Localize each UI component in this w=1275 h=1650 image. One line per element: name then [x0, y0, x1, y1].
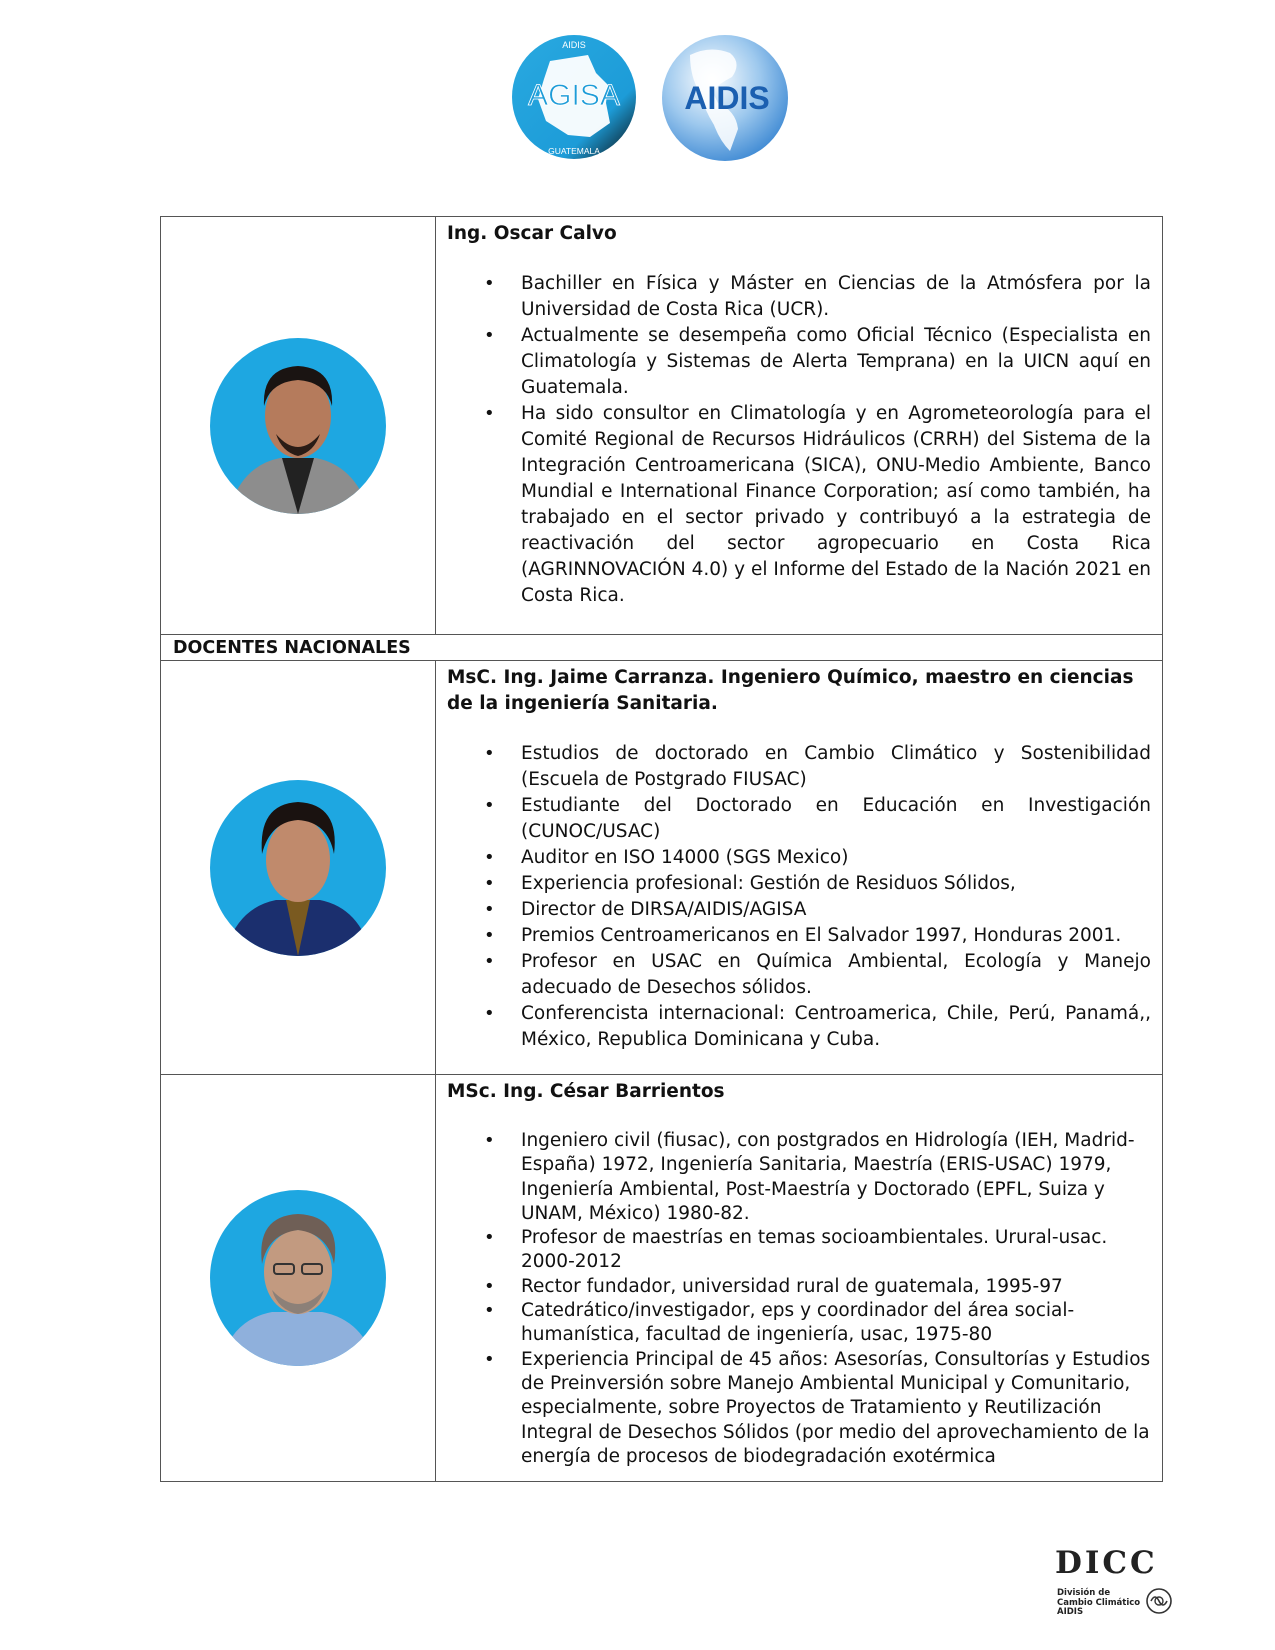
- photo-cell: [161, 217, 436, 635]
- list-item: • Catedrático/investigador, eps y coordinador del área social-humanística, facultad de ingeniería, usac, 1975-80: [521, 1299, 1151, 1348]
- bullet-list: [447, 1129, 1151, 1469]
- profile-row: [161, 661, 1163, 1075]
- aidis-logo: [660, 33, 790, 163]
- list-item: • Rector fundador, universidad rural de guatemala, 1995-97: [521, 1275, 1151, 1299]
- photo-cell: [161, 661, 436, 1075]
- svg-text:AGISA: AGISA: [528, 79, 620, 112]
- list-item: • Bachiller en Física y Máster en Ciencias de la Atmósfera por la Universidad de Costa Rica (UCR).: [521, 271, 1151, 323]
- list-item: • Conferencista internacional: Centroamerica, Chile, Perú, Panamá,, México, Republica Dominicana y Cuba.: [521, 1001, 1151, 1053]
- list-item: • Profesor en USAC en Química Ambiental, Ecología y Manejo adecuado de Desechos sólidos.: [521, 949, 1151, 1001]
- list-item: • Estudios de doctorado en Cambio Climático y Sostenibilidad (Escuela de Postgrado FIUSAC): [521, 741, 1151, 793]
- list-item: • Experiencia profesional: Gestión de Residuos Sólidos,: [521, 871, 1151, 897]
- list-item: • Auditor en ISO 14000 (SGS Mexico): [521, 845, 1151, 871]
- dicc-subtitle: División de Cambio Climático AIDIS: [1057, 1588, 1141, 1617]
- bullet-list: [447, 271, 1151, 609]
- bullet-list: [447, 741, 1151, 1053]
- photo-cell: [161, 1075, 436, 1482]
- profile-photo-barrientos: [210, 1190, 386, 1366]
- svg-text:AIDIS: AIDIS: [684, 80, 770, 116]
- section-header-row: [161, 635, 1163, 661]
- profile-text-cell: [436, 661, 1163, 1075]
- section-title: DOCENTES NACIONALES: [161, 635, 1163, 661]
- profile-text-cell: [436, 217, 1163, 635]
- list-item: • Estudiante del Doctorado en Educación en Investigación (CUNOC/USAC): [521, 793, 1151, 845]
- profile-name: MsC. Ing. Jaime Carranza. Ingeniero Químico, maestro en ciencias de la ingeniería Sanitaria.: [447, 667, 1134, 714]
- profile-row: [161, 1075, 1163, 1482]
- profile-name: MSc. Ing. César Barrientos: [447, 1081, 725, 1102]
- profile-name: Ing. Oscar Calvo: [447, 223, 617, 244]
- list-item: • Actualmente se desempeña como Oficial Técnico (Especialista en Climatología y Sistemas de Alerta Temprana) en la UICN aquí en Guatemala.: [521, 323, 1151, 401]
- dicc-emblem-icon: [1145, 1587, 1173, 1615]
- dicc-logo: [1055, 1545, 1175, 1617]
- profile-text-cell: [436, 1075, 1163, 1482]
- profile-row: [161, 217, 1163, 635]
- profiles-table: [160, 216, 1163, 1482]
- list-item: • Director de DIRSA/AIDIS/AGISA: [521, 897, 1151, 923]
- list-item: • Ha sido consultor en Climatología y en Agrometeorología para el Comité Regional de Recursos Hidráulicos (CRRH) del Sistema de la Integración Centroamericana (SICA), ONU-Medio Ambiente, Banco Mundial e International Finance Corporation; así como también, ha trabajado en el sector privado y contribuyó a la estrategia de reactivación del sector agropecuario en Costa Rica (AGRINNOVACIÓN 4.0) y el Informe del Estado de la Nación 2021 en Costa Rica.: [521, 401, 1151, 609]
- list-item: • Ingeniero civil (fiusac), con postgrados en Hidrología (IEH, Madrid-España) 1972, Ingeniería Sanitaria, Maestría (ERIS-USAC) 1979, Ingeniería Ambiental, Post-Maestría y Doctorado (EPFL, Suiza y UNAM, México) 1980-82.: [521, 1129, 1151, 1226]
- list-item: • Profesor de maestrías en temas socioambientales. Urural-usac. 2000-2012: [521, 1226, 1151, 1275]
- list-item: • Premios Centroamericanos en El Salvador 1997, Honduras 2001.: [521, 923, 1151, 949]
- header-logos: [0, 33, 1275, 163]
- svg-text:AIDIS: AIDIS: [562, 40, 586, 50]
- dicc-title: DICC: [1055, 1545, 1158, 1581]
- profile-photo-calvo: [210, 338, 386, 514]
- list-item: • Experiencia Principal de 45 años: Asesorías, Consultorías y Estudios de Preinversión sobre Manejo Ambiental Municipal y Comunitario, especialmente, sobre Proyectos de Tratamiento y Reutilización Integral de Desechos Sólidos (por medio del aprovechamiento de la energía de procesos de biodegradación exotérmica: [521, 1348, 1151, 1469]
- agisa-logo: [510, 33, 638, 161]
- svg-text:GUATEMALA: GUATEMALA: [548, 146, 600, 156]
- profile-photo-carranza: [210, 780, 386, 956]
